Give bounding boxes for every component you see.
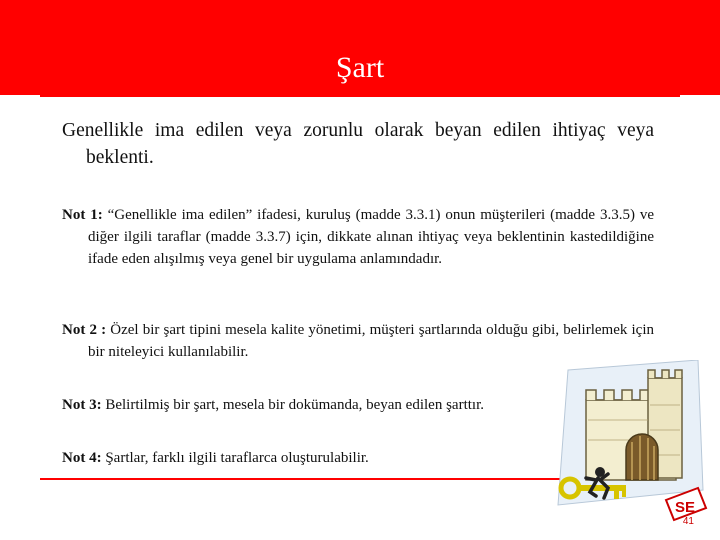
- note-1-label: Not 1:: [62, 207, 103, 223]
- note-1: [62, 204, 654, 270]
- note-3-label: Not 3:: [62, 397, 102, 413]
- definition-text: Genellikle ima edilen veya zorunlu olarak beyan edilen ihtiyaç veya beklenti.: [62, 120, 654, 168]
- page-number: 41: [682, 516, 694, 527]
- header-divider: [40, 94, 680, 97]
- note-2-label: Not 2 :: [62, 322, 107, 338]
- note-4-text: Şartlar, farklı ilgili taraflarca oluşturulabilir.: [101, 450, 369, 466]
- note-3-text: Belirtilmiş bir şart, mesela bir dokümanda, beyan edilen şarttır.: [101, 397, 484, 413]
- slide-title: Şart: [335, 51, 385, 84]
- svg-text:SE: SE: [675, 499, 696, 516]
- note-4-label: Not 4:: [62, 450, 102, 466]
- note-2: [62, 319, 654, 363]
- note-2-text: Özel bir şart tipini mesela kalite yönetimi, müşteri şartlarında olduğu gibi, belirlemek için bir niteleyici kullanılabilir.: [88, 322, 654, 360]
- title-bar: [0, 0, 720, 95]
- note-1-text: “Genellikle ima edilen” ifadesi, kuruluş (madde 3.3.1) onun müşterileri (madde 3.3.5) ve diğer ilgili taraflar (madde 3.3.7) için, dikkate alınan ihtiyaç veya beklentinin kastedildiğine ifade eden alışılmış veya genel bir uygulama anlamındadır.: [88, 207, 654, 267]
- castle-key-clipart: [548, 360, 708, 525]
